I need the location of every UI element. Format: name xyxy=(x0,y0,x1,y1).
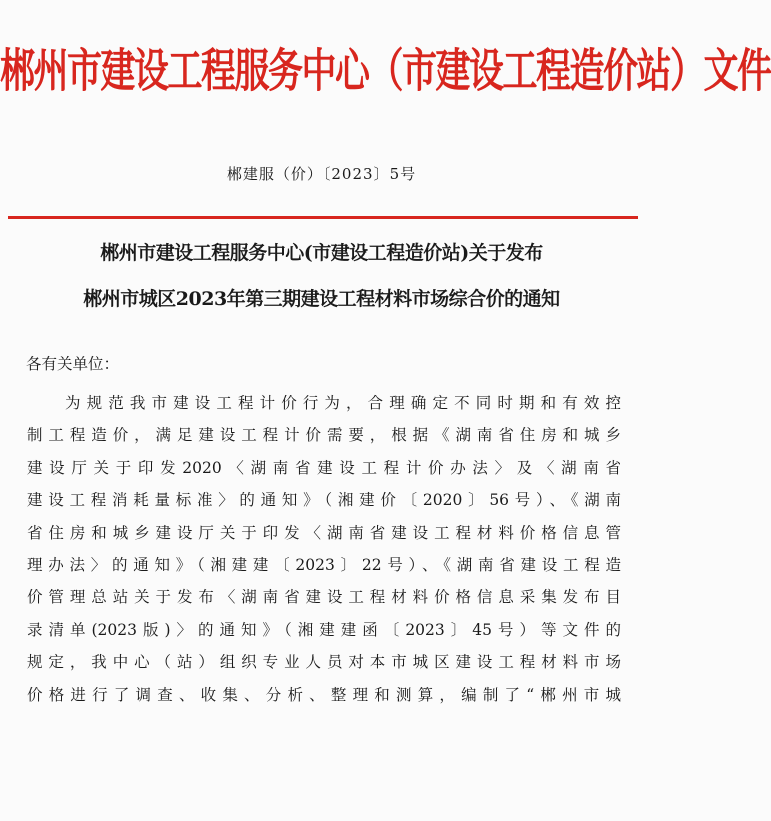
body-line-9: 规定，我中心（站）组织专业人员对本市城区建设工程材料市场 xyxy=(27,653,621,672)
body-line-1: 为规范我市建设工程计价行为，合理确定不同时期和有效控 xyxy=(65,394,621,412)
org-header-title: 郴州市建设工程服务中心（市建设工程造价站）文件 xyxy=(0,45,771,99)
notice-title-line-1: 郴州市建设工程服务中心(市建设工程造价站)关于发布 xyxy=(100,242,543,264)
body-line-4: 建设工程消耗量标准〉的通知》（湘建价〔2020〕56号）、《湖南 xyxy=(27,491,621,510)
body-line-8: 录清单(2023版)〉的通知》（湘建建函〔2023〕45号）等文件的 xyxy=(27,620,621,639)
salutation: 各有关单位： xyxy=(26,355,120,373)
notice-title-line-2: 郴州市城区2023年第三期建设工程材料市场综合价的通知 xyxy=(83,288,560,310)
body-line-6: 理办法〉的通知》（湘建建〔2023〕22号）、《湖南省建设工程造 xyxy=(27,556,621,575)
body-line-10: 价格进行了调查、收集、分析、整理和测算，编制了“郴州市城 xyxy=(27,685,621,704)
body-line-5: 省住房和城乡建设厅关于印发〈湖南省建设工程材料价格信息管 xyxy=(27,523,621,542)
red-divider-line xyxy=(8,216,638,219)
body-paragraph xyxy=(27,387,621,711)
body-line-7: 价管理总站关于发布〈湖南省建设工程材料价格信息采集发布目 xyxy=(27,588,621,607)
document-number: 郴建服（价）〔2023〕5号 xyxy=(226,165,417,183)
body-line-3: 建设厅关于印发2020〈湖南省建设工程计价办法〉及〈湖南省 xyxy=(27,458,621,477)
notice-title xyxy=(0,230,643,322)
body-line-2: 制工程造价，满足建设工程计价需要，根据《湖南省住房和城乡 xyxy=(27,426,621,445)
